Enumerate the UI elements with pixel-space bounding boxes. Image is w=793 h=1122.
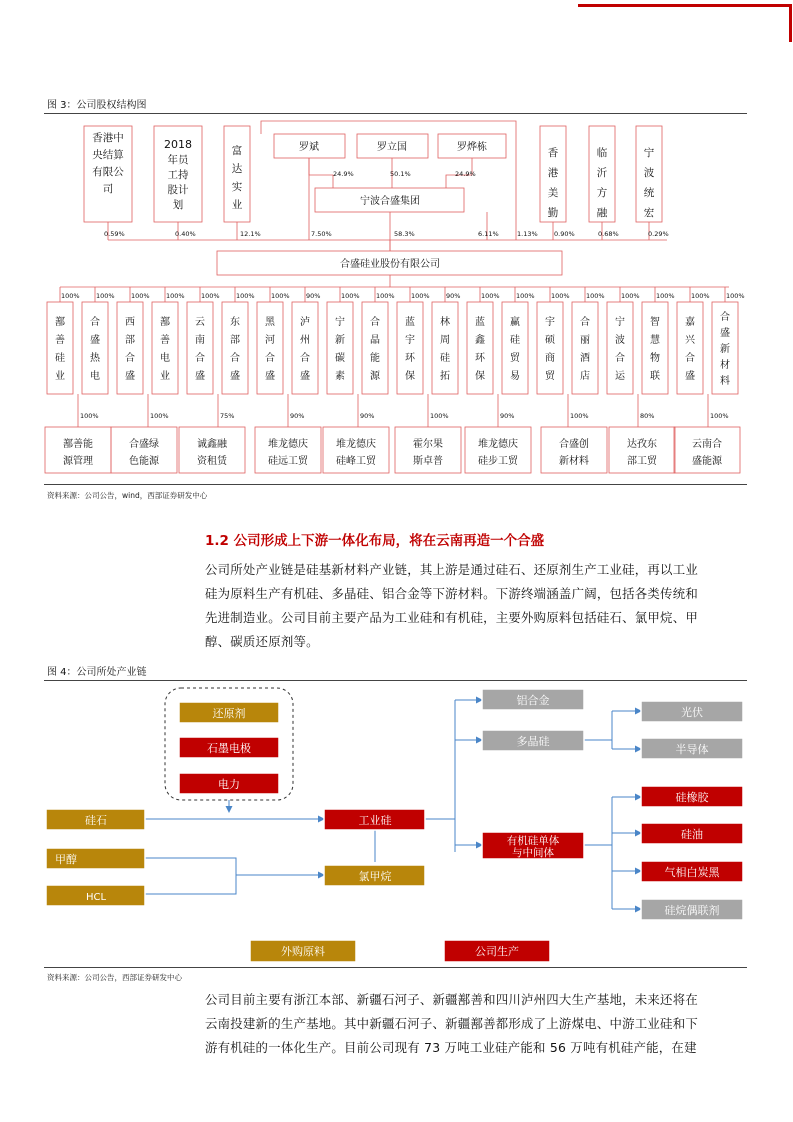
sub-pct: 90% (446, 292, 461, 300)
subsidiary-14-char: 贸 (545, 371, 555, 382)
subsidiary-6 (265, 316, 276, 382)
sub-pct: 100% (271, 292, 290, 300)
subsidiary-13 (510, 315, 521, 382)
label-polysilicon: 多晶硅 (516, 735, 550, 748)
holder-esop-line: 工持 (167, 169, 189, 181)
holder-meiqin-char: 港 (547, 167, 559, 179)
subsidiary-12-char: 环 (475, 353, 485, 364)
holder-meiqin (548, 146, 559, 219)
figure4-bottom-rule (44, 967, 747, 968)
holder-fuda-char: 富 (231, 145, 243, 157)
subsidiary-12 (475, 315, 486, 382)
second-pct: 100% (430, 412, 449, 420)
second-pct: 90% (500, 412, 515, 420)
subsidiary-3-char: 业 (160, 371, 170, 382)
subsidiary-13-char: 硅 (510, 335, 520, 346)
pct-label: 6.11% (478, 230, 499, 238)
subsidiary-13-char: 贸 (510, 353, 520, 364)
subsidiary-18-char: 兴 (685, 335, 695, 346)
holder-fuda (232, 144, 243, 211)
second-tier-1-line: 合盛绿 (129, 439, 159, 450)
second-tier-4-line: 堆龙德庆 (336, 439, 376, 450)
second-tier-7 (559, 437, 589, 467)
subsidiary-5-char: 盛 (230, 371, 240, 382)
second-tier-2 (197, 437, 228, 467)
legend-purchased-label: 外购原料 (281, 945, 325, 958)
closing-paragraph (205, 988, 698, 1060)
subsidiary-1-char: 电 (90, 371, 100, 382)
subsidiary-9 (370, 315, 381, 382)
subsidiary-11-char: 拓 (440, 371, 450, 382)
subsidiary-12-char: 蓝 (475, 317, 485, 328)
subsidiary-5 (230, 315, 240, 382)
subsidiary-5-char: 东 (230, 317, 240, 328)
subsidiary-15-char: 店 (580, 371, 590, 382)
holder-fangrong (597, 146, 608, 219)
sub-pct: 100% (586, 292, 605, 300)
holder-luobin: 罗斌 (299, 142, 319, 153)
label-methanol: 甲醇 (55, 853, 77, 866)
subsidiary-7-char: 合 (300, 353, 310, 364)
subsidiary-8 (335, 315, 345, 382)
holder-hkscc-line: 香港中 (92, 132, 124, 144)
holder-hkscc-line: 司 (102, 183, 114, 195)
second-tier-6-line: 硅步工贸 (478, 456, 518, 467)
label-power: 电力 (218, 778, 240, 791)
subsidiary-0-char: 善 (55, 335, 65, 346)
subsidiary-8-char: 碳 (335, 353, 345, 364)
intermediate-holder: 宁波合盛集团 (360, 196, 420, 207)
second-tier-2-line: 资租赁 (197, 456, 227, 467)
para-line: 公司目前主要有浙江本部、新疆石河子、新疆鄯善和四川泸州四大生产基地，未来还将在 (205, 992, 698, 1007)
subsidiary-15 (580, 315, 590, 382)
subsidiary-0-char: 硅 (55, 353, 65, 364)
holder-fuda-char: 实 (231, 181, 243, 193)
subsidiary-7 (300, 315, 310, 382)
subsidiary-5-char: 合 (230, 353, 240, 364)
subsidiary-1-char: 合 (90, 317, 100, 328)
figure4-caption: 图 4：公司所处产业链 (47, 667, 147, 678)
holder-fuda-char: 业 (231, 199, 243, 211)
label-semiconductor: 半导体 (675, 743, 709, 756)
subsidiary-15-char: 合 (580, 317, 590, 328)
sub-pct: 100% (201, 292, 220, 300)
subsidiary-1 (90, 315, 101, 382)
second-tier-8 (627, 437, 658, 467)
subsidiary-11-char: 周 (440, 335, 450, 346)
holder-meiqin-char: 勤 (547, 207, 559, 219)
subsidiary-1-char: 盛 (90, 335, 100, 346)
para-line: 公司所处产业链是硅基新材料产业链，其上游是通过硅石、还原剂生产工业硅，再以工业 (205, 562, 698, 577)
section-paragraph (205, 558, 698, 654)
subsidiary-6-char: 黑 (265, 317, 275, 328)
second-tier-1-line: 色能源 (129, 456, 159, 467)
holder-tonghong (644, 146, 655, 219)
holder-esop-line: 划 (172, 199, 184, 211)
subsidiary-10-char: 保 (405, 371, 415, 382)
subsidiary-8-char: 宁 (335, 317, 345, 328)
subsidiary-8-char: 新 (335, 335, 345, 346)
label-hcl: HCL (85, 892, 107, 903)
pct-label: 50.1% (390, 170, 411, 178)
company-name: 合盛硅业股份有限公司 (340, 259, 440, 270)
subsidiary-18-char: 合 (685, 353, 695, 364)
subsidiary-7-char: 州 (300, 335, 310, 346)
subsidiary-5-char: 部 (230, 335, 240, 346)
second-tier-4-line: 硅峰工贸 (336, 456, 376, 467)
second-tier-9-line: 云南合 (692, 439, 722, 450)
sub-pct: 100% (621, 292, 640, 300)
holder-luoyedong: 罗烨栋 (457, 142, 487, 153)
subsidiary-15-char: 丽 (580, 335, 590, 346)
second-pct: 100% (150, 412, 169, 420)
second-tier-7-line: 新材料 (559, 456, 589, 467)
holder-meiqin-char: 香 (547, 147, 559, 159)
holder-fangrong-char: 融 (596, 207, 608, 219)
subsidiary-16-char: 波 (615, 335, 625, 346)
subsidiary-19-char: 合 (720, 312, 730, 323)
holder-esop-line: 股计 (167, 184, 189, 196)
holder-fuda-char: 达 (231, 163, 243, 175)
pct-label: 7.50% (311, 230, 332, 238)
subsidiary-0-char: 鄯 (55, 317, 65, 328)
subsidiary-3-char: 鄯 (160, 317, 170, 328)
sub-pct: 100% (411, 292, 430, 300)
para-line: 云南投建新的生产基地。其中新疆石河子、新疆鄯善都形成了上游煤电、中游工业硅和下 (205, 1016, 698, 1031)
subsidiary-13-char: 易 (510, 371, 520, 382)
subsidiary-18 (685, 315, 696, 382)
sub-pct: 100% (131, 292, 150, 300)
second-tier-3-line: 堆龙德庆 (268, 439, 308, 450)
sub-pct: 100% (726, 292, 745, 300)
subsidiary-14-char: 硕 (545, 335, 555, 346)
subsidiary-10-char: 环 (405, 353, 415, 364)
para-line: 游有机硅的一体化生产。目前公司现有 73 万吨工业硅产能和 56 万吨有机硅产能，在建 (205, 1040, 697, 1055)
sub-pct: 100% (691, 292, 710, 300)
second-pct: 100% (710, 412, 729, 420)
second-tier-3 (268, 437, 309, 467)
second-tier-9 (692, 437, 723, 467)
subsidiary-8-char: 素 (335, 371, 345, 382)
second-tier-2-line: 诚鑫融 (197, 439, 227, 450)
holder-tonghong-char: 宁 (643, 147, 655, 159)
pct-label: 0.68% (598, 230, 619, 238)
holder-tonghong-char: 统 (643, 187, 655, 199)
subsidiary-19-char: 料 (720, 376, 730, 387)
pct-label: 0.40% (175, 230, 196, 238)
second-tier-4 (336, 437, 377, 467)
subsidiary-13-char: 赢 (510, 317, 520, 328)
label-fumed-silica: 气相白炭黑 (664, 866, 720, 879)
holder-tonghong-char: 波 (643, 167, 655, 179)
pct-label: 0.90% (554, 230, 575, 238)
holder-meiqin-char: 美 (547, 187, 559, 199)
equity-structure-chart (0, 0, 793, 500)
subsidiary-19-char: 材 (720, 360, 730, 371)
pct-label: 24.9% (455, 170, 476, 178)
sub-pct: 100% (516, 292, 535, 300)
label-industrial-silicon: 工业硅 (358, 814, 392, 827)
industry-chain-diagram (0, 680, 793, 970)
sub-pct: 100% (341, 292, 360, 300)
second-tier-3-line: 硅远工贸 (268, 456, 308, 467)
second-tier-9-line: 盛能源 (692, 456, 722, 467)
section-heading: 1.2 公司形成上下游一体化布局，将在云南再造一个合盛 (205, 533, 545, 549)
label-pv: 光伏 (681, 706, 703, 719)
second-tier-8-line: 部工贸 (627, 456, 657, 467)
holder-fangrong-char: 沂 (596, 167, 608, 179)
subsidiary-19-char: 新 (720, 344, 730, 355)
subsidiary-10-char: 蓝 (405, 317, 415, 328)
subsidiary-14-char: 商 (545, 353, 555, 364)
label-silane-coupling: 硅烷偶联剂 (664, 904, 720, 917)
figure3-source: 资料来源：公司公告，wind，西部证券研发中心 (47, 491, 208, 500)
subsidiary-7-char: 泸 (300, 317, 310, 328)
figure3-caption: 图 3：公司股权结构图 (47, 100, 147, 111)
subsidiary-17-char: 智 (650, 317, 660, 328)
label-silicone-oil: 硅油 (681, 828, 703, 841)
subsidiary-16-char: 运 (615, 371, 625, 382)
holder-fangrong-char: 临 (596, 147, 608, 159)
legend-produced-label: 公司生产 (475, 945, 519, 958)
second-tier-7-line: 合盛创 (559, 439, 589, 450)
subsidiary-0-char: 业 (55, 371, 65, 382)
second-tier-0-line: 鄯善能 (63, 439, 93, 450)
sub-pct: 100% (61, 292, 80, 300)
para-line: 醇、碳质还原剂等。 (205, 634, 319, 649)
subsidiary-18-char: 嘉 (685, 317, 695, 328)
subsidiary-16-char: 宁 (615, 317, 625, 328)
second-pct: 100% (80, 412, 99, 420)
subsidiary-4 (195, 316, 205, 382)
subsidiary-4-char: 盛 (195, 371, 205, 382)
holder-fangrong-char: 方 (596, 187, 608, 199)
pct-label: 58.3% (394, 230, 415, 238)
label-silica: 硅石 (85, 814, 107, 827)
subsidiary-2-char: 盛 (125, 371, 135, 382)
second-tier-6-line: 堆龙德庆 (478, 439, 518, 450)
subsidiary-17-char: 物 (650, 353, 660, 364)
subsidiary-9-char: 源 (370, 371, 380, 382)
second-pct: 90% (290, 412, 305, 420)
label-silicone-intermediate: 与中间体 (512, 847, 554, 859)
subsidiary-11-char: 林 (440, 317, 450, 328)
holder-hkscc-line: 央结算 (92, 149, 124, 161)
sub-pct: 100% (166, 292, 185, 300)
subsidiary-19-char: 盛 (720, 328, 730, 339)
label-graphite: 石墨电极 (207, 742, 251, 755)
subsidiary-14-char: 宇 (545, 317, 555, 328)
subsidiary-1-char: 热 (90, 353, 100, 364)
sub-pct: 100% (236, 292, 255, 300)
label-aluminum-alloy: 铝合金 (516, 694, 550, 707)
subsidiary-17-char: 慧 (650, 335, 660, 346)
subsidiary-6-char: 合 (265, 353, 275, 364)
pct-label: 24.9% (333, 170, 354, 178)
holder-esop-line: 2018 (164, 138, 192, 151)
holder-tonghong-char: 宏 (643, 207, 655, 219)
subsidiary-17 (650, 315, 660, 382)
holder-hkscc (92, 131, 124, 195)
sub-pct: 100% (481, 292, 500, 300)
subsidiary-15-char: 酒 (580, 353, 590, 364)
pct-label: 12.1% (240, 230, 261, 238)
subsidiary-4-char: 南 (195, 335, 205, 346)
second-pct: 90% (360, 412, 375, 420)
second-pct: 75% (220, 412, 235, 420)
subsidiary-9-char: 合 (370, 317, 380, 328)
sub-pct: 100% (96, 292, 115, 300)
subsidiary-11 (440, 315, 450, 382)
subsidiary-10 (405, 315, 416, 382)
subsidiary-0 (55, 315, 65, 382)
para-line: 硅为原料生产有机硅、多晶硅、铝合金等下游材料。下游终端涵盖广阔，包括各类传统和 (205, 586, 698, 601)
sub-pct: 100% (551, 292, 570, 300)
pct-label: 0.29% (648, 230, 669, 238)
subsidiary-2-char: 西 (125, 317, 135, 328)
subsidiary-9-char: 能 (370, 353, 380, 364)
subsidiary-14 (545, 316, 556, 382)
figure3-bottom-rule (44, 484, 747, 485)
sub-pct: 100% (656, 292, 675, 300)
subsidiary-2 (125, 316, 135, 382)
subsidiary-4-char: 合 (195, 353, 205, 364)
subsidiary-17-char: 联 (650, 371, 660, 382)
subsidiary-18-char: 盛 (685, 371, 695, 382)
second-tier-8-line: 达孜东 (627, 439, 657, 450)
sub-pct: 100% (376, 292, 395, 300)
subsidiary-2-char: 部 (125, 335, 135, 346)
subsidiary-10-char: 宇 (405, 335, 415, 346)
subsidiary-6-char: 河 (265, 335, 275, 346)
second-tier-1 (129, 437, 160, 467)
holder-hkscc-line: 有限公 (92, 166, 124, 178)
second-pct: 80% (640, 412, 655, 420)
subsidiary-19 (720, 310, 730, 387)
pct-label: 0.59% (104, 230, 125, 238)
subsidiary-16-char: 合 (615, 353, 625, 364)
second-tier-6 (478, 437, 519, 467)
subsidiary-9-char: 晶 (370, 335, 380, 346)
para-line: 先进制造业。公司目前主要产品为工业硅和有机硅，主要外购原料包括硅石、氯甲烷、甲 (205, 610, 698, 625)
pct-label: 1.13% (517, 230, 538, 238)
second-tier-5-line: 斯卓普 (413, 456, 443, 467)
second-tier-5 (413, 437, 443, 467)
figure4-source: 资料来源：公司公告，西部证券研发中心 (47, 973, 182, 982)
subsidiary-6-char: 盛 (265, 371, 275, 382)
second-tier-0-line: 源管理 (63, 456, 93, 467)
holder-esop (164, 138, 192, 211)
label-silicone-monomer: 有机硅单体 (506, 835, 560, 847)
subsidiary-3-char: 善 (160, 335, 170, 346)
label-reductant: 还原剂 (212, 707, 246, 720)
subsidiary-16 (615, 315, 626, 382)
subsidiary-12-char: 鑫 (475, 335, 485, 346)
label-silicone-rubber: 硅橡胶 (675, 791, 709, 804)
subsidiary-11-char: 硅 (440, 353, 450, 364)
label-chloromethane: 氯甲烷 (358, 870, 392, 883)
second-pct: 100% (570, 412, 589, 420)
sub-pct: 90% (306, 292, 321, 300)
subsidiary-3 (160, 315, 170, 382)
holder-esop-line: 年员 (167, 154, 189, 166)
subsidiary-3-char: 电 (160, 353, 170, 364)
second-tier-0 (63, 437, 93, 467)
subsidiary-12-char: 保 (475, 371, 485, 382)
holder-luoliguo: 罗立国 (377, 142, 407, 153)
subsidiary-7-char: 盛 (300, 371, 310, 382)
subsidiary-2-char: 合 (125, 353, 135, 364)
second-tier-5-line: 霍尔果 (413, 439, 443, 450)
subsidiary-4-char: 云 (195, 317, 205, 328)
